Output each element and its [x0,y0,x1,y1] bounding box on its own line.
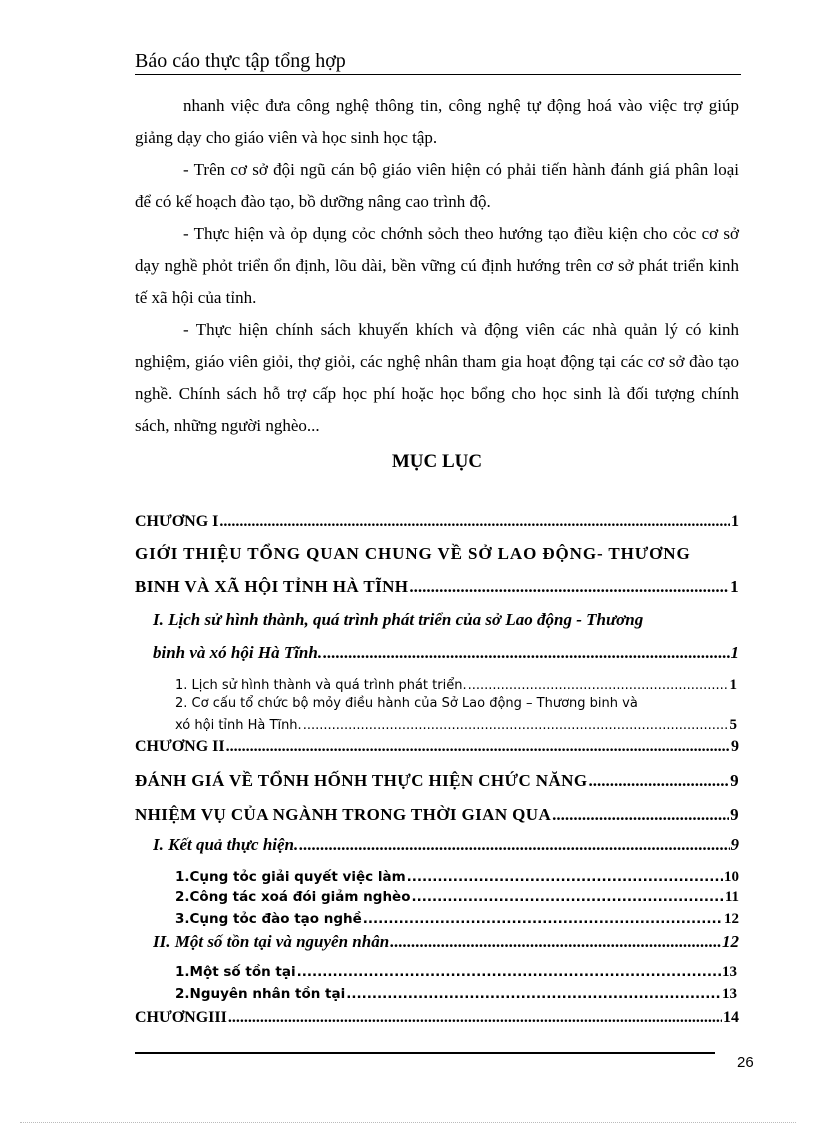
toc-entry[interactable] [135,540,741,568]
toc-leader [297,962,721,982]
toc-leader [226,735,730,759]
toc-page-number: 11 [724,889,739,905]
toc-entry[interactable] [175,962,737,982]
paragraph: nhanh việc đưa công nghệ thông tin, công nghệ tự động hoá vào việc trợ giúp giảng dạy cho giáo viên và học sinh học tập. [135,96,739,147]
paragraph: - Trên cơ sở đội ngũ cán bộ giáo viên hiện có phải tiến hành đánh giá phân loại để có kế hoạch đào tạo, bồ dưỡng nâng cao trình độ. [135,160,739,211]
toc-leader [219,510,730,534]
paragraph: - Thực hiện chính sách khuyến khích và động viên các nhà quản lý có kinh nghiệm, giáo viên giỏi, thợ giỏi, các nghệ nhân tham gia hoạt động tại các cơ sở đào tạo nghề. Chính sách hỗ trợ cấp học phí hoặc học bổng cho học sinh là đối tượng chính sách, những người nghèo... [135,320,739,435]
toc-page-number: 13 [722,986,737,1002]
toc-entry-text: II. Một số tồn tại và nguyên nhân [153,932,390,951]
toc-entry[interactable] [135,767,739,795]
toc-leader [346,984,721,1004]
toc-entry[interactable] [153,830,739,860]
toc-entry[interactable] [175,909,739,929]
toc-page-number: 14 [723,1009,739,1026]
toc-entry[interactable] [153,927,739,957]
toc-entry-text: 2. Cơ cấu tổ chức bộ mỏy điều hành của Sở Lao động – Thương binh và [175,696,638,711]
toc-entry[interactable] [175,887,739,907]
toc-page-number: 1 [729,677,737,693]
toc-entry-text: BINH VÀ XÃ HỘI TỈNH HÀ TĨNH [135,577,409,596]
toc-page-number: 12 [722,932,739,951]
toc-entry-text: CHƯƠNGIII [135,1009,227,1026]
toc-page-number: 10 [724,869,739,885]
toc-leader [407,867,723,887]
footer-rule [135,1052,715,1054]
toc-page-number: 9 [730,835,739,854]
toc-entry[interactable] [175,984,737,1004]
page-number: 26 [737,1054,754,1071]
toc-page-number: 13 [722,964,737,980]
toc-entry[interactable] [135,801,739,829]
toc-entry-text: NHIỆM VỤ CỦA NGÀNH TRONG THỜI GIAN QUA [135,805,552,824]
toc-entry[interactable] [135,510,739,534]
toc-page-number: 5 [729,717,737,733]
toc-entry-text: I. Lịch sử hình thành, quá trình phát triển của sở Lao động - Thương [153,610,644,629]
toc-title: MỤC LỤC [391,451,483,472]
toc-entry-text: 1.Cụng tỏc giải quyết việc làm [175,869,406,885]
running-header: Báo cáo thực tập tổng hợp [135,48,741,75]
toc-entry[interactable] [175,867,739,887]
toc-leader [323,638,729,668]
toc-entry[interactable] [135,573,739,601]
toc-entry[interactable] [135,1006,739,1030]
toc-leader [588,767,729,795]
toc-entry[interactable] [135,735,739,759]
toc-page-number: 9 [731,738,739,755]
toc-entry-text: xó hội tỉnh Hà Tĩnh. [175,718,302,733]
paragraph: - Thực hiện và ỏp dụng cỏc chớnh sỏch theo hướng tạo điều kiện cho cỏc cơ sở dạy nghề phỏt triển ổn định, lõu dài, bền vững cú định hướng trên cơ sở phát triển kinh tế xã hội của tỉnh. [135,224,739,307]
toc-leader [228,1006,722,1030]
toc-entry-text: binh và xó hội Hà Tĩnh. [153,643,323,662]
toc-entry[interactable] [153,605,643,635]
toc-entry-text: 3.Cụng tỏc đào tạo nghề [175,911,362,927]
toc-leader [299,830,729,860]
toc-page-number: 1 [730,643,739,662]
toc-entry-text: 1. Lịch sử hình thành và quá trình phát triển. [175,678,467,693]
toc-page-number: 9 [730,771,739,790]
toc-entry[interactable] [153,638,739,668]
toc-entry-text: 1.Một số tồn tại [175,964,296,980]
toc-entry[interactable] [175,675,737,696]
toc-leader [552,801,729,829]
toc-leader [412,887,724,907]
toc-entry[interactable] [175,715,737,736]
toc-page-number: 12 [724,911,739,927]
toc-leader [363,909,723,929]
toc-page-number: 9 [730,805,739,824]
toc-entry-text: I. Kết quả thực hiện. [153,835,299,854]
toc-leader [303,716,729,736]
toc-leader [409,573,729,601]
toc-page-number: 1 [730,577,739,596]
toc-entry-text: GIỚI THIỆU TỔNG QUAN CHUNG VỀ SỞ LAO ĐỘNG- THƯƠNG [135,544,691,563]
body-text [135,90,739,442]
toc-leader [468,676,729,696]
toc-entry-text: CHƯƠNG I [135,513,219,530]
toc-entry-text: 2.Nguyên nhân tồn tại [175,986,346,1002]
toc-leader [390,927,721,957]
toc-entry-text: ĐÁNH GIÁ VỀ TỔNH HỐNH THỰC HIỆN CHỨC NĂNG [135,771,588,790]
toc-entry[interactable] [175,694,638,714]
toc-page-number: 1 [731,513,739,530]
toc-entry-text: CHƯƠNG II [135,738,225,755]
toc-entry-text: 2.Công tác xoá đói giảm nghèo [175,889,411,905]
